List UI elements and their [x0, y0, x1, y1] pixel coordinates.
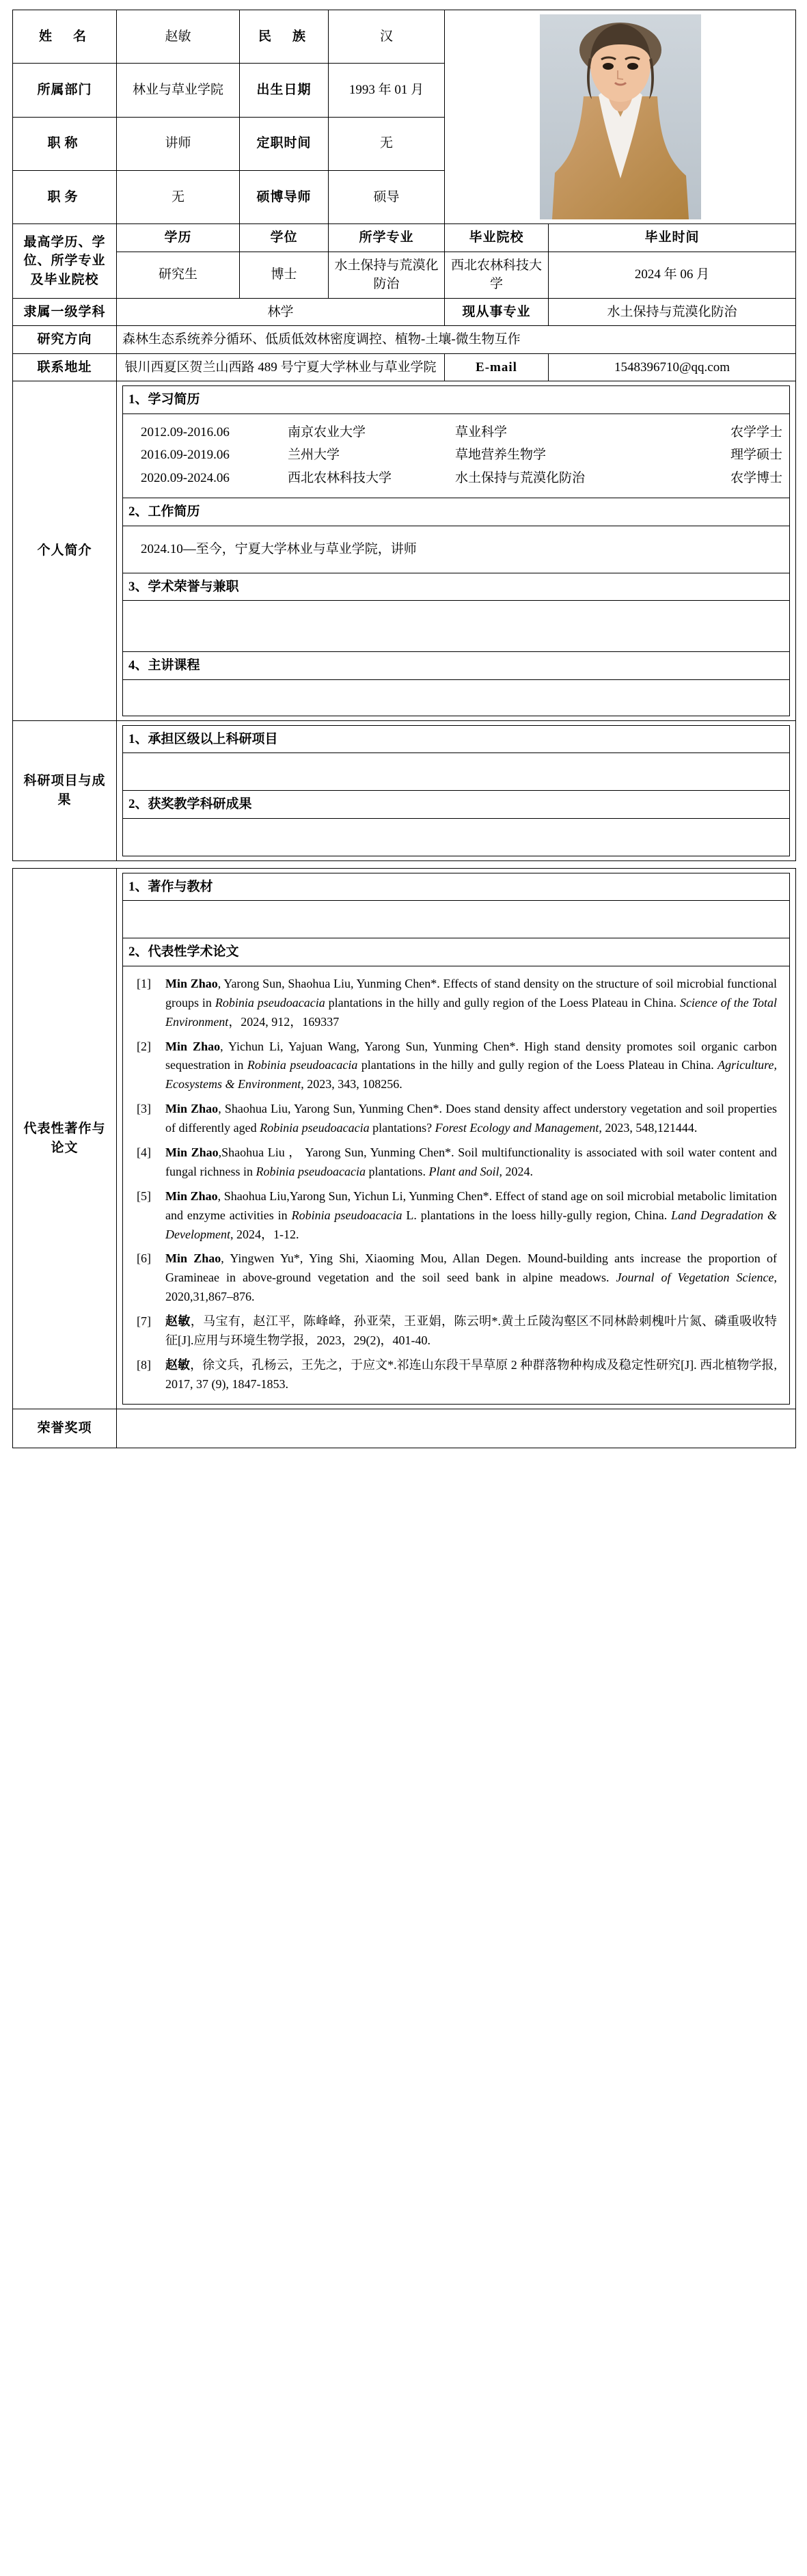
- label-tenure: 定职时间: [240, 117, 329, 170]
- study-major: 草业科学: [455, 424, 508, 439]
- label-degree: 学位: [240, 224, 329, 252]
- label-research-projects: 科研项目与成果: [13, 720, 117, 860]
- profile-honors-blank: [123, 601, 790, 652]
- profile-honors-title: 3、学术荣誉与兼职: [123, 573, 790, 601]
- label-grad-time: 毕业时间: [549, 224, 796, 252]
- value-research-direction: 森林生态系统养分循环、低质低效林密度调控、植物-土壤-微生物互作: [117, 326, 796, 354]
- label-research-direction: 研究方向: [13, 326, 117, 354]
- page-break-gap: [12, 861, 795, 868]
- value-address: 银川西夏区贺兰山西路 489 号宁夏大学林业与草业学院: [117, 353, 445, 381]
- publication-citation: Min Zhao, Yingwen Yu*, Ying Shi, Xiaoming Mou, Allan Degen. Mound-building ants increase the proportion of Gramineae in above-ground vegetation and the soil seed bank in alpine meadows. Journal of Vegetation Science, 2020,31,867–876.: [165, 1251, 777, 1304]
- projects-header: [123, 725, 790, 753]
- publication-item: [127, 1097, 785, 1141]
- value-major: 水土保持与荒漠化防治: [329, 252, 445, 298]
- value-degree: 博士: [240, 252, 329, 298]
- profile-honors-empty: [123, 601, 790, 652]
- profile-work-rows: [123, 526, 790, 573]
- publication-index: [2]: [137, 1039, 151, 1053]
- projects-inner-table: [122, 725, 790, 856]
- study-degree: 农学博士: [730, 470, 783, 485]
- value-ethnicity: 汉: [329, 10, 445, 64]
- awards-blank: [123, 818, 790, 856]
- publication-item: [127, 1247, 785, 1310]
- value-degree-level: 研究生: [117, 252, 240, 298]
- value-title: 讲师: [117, 117, 240, 170]
- value-birth: 1993 年 01 月: [329, 64, 445, 117]
- publication-index: [4]: [137, 1145, 151, 1159]
- study-school: 兰州大学: [288, 448, 340, 463]
- projects-empty: [123, 753, 790, 791]
- profile-study-header: [123, 386, 790, 414]
- label-publications: 代表性著作与论文: [13, 868, 117, 1409]
- papers-title: 2、代表性学术论文: [123, 938, 790, 966]
- publication-index: [8]: [137, 1357, 151, 1372]
- row-research-direction: [13, 326, 796, 354]
- publication-citation: Min Zhao,Shaohua Liu ， Yarong Sun, Yunming Chen*. Soil multifunctionality is associated with soil water content and fungal richness in Robinia pseudoacacia plantations. Plant and Soil, 2024.: [165, 1145, 777, 1178]
- study-degree: 理学硕士: [730, 448, 783, 463]
- value-tenure: 无: [329, 117, 445, 170]
- study-date: 2020.09-2024.06: [141, 470, 230, 485]
- papers-header: [123, 938, 790, 966]
- label-name: 姓 名: [13, 10, 117, 64]
- publication-item: [127, 1184, 785, 1247]
- projects-blank: [123, 753, 790, 791]
- profile-work-header: [123, 498, 790, 526]
- portrait-photo: [540, 14, 701, 219]
- study-major: 水土保持与荒漠化防治: [455, 470, 586, 485]
- study-school: 西北农林科技大学: [288, 470, 392, 485]
- personal-profile-content: [117, 381, 796, 720]
- label-education-block: 最高学历、学位、所学专业及毕业院校: [13, 224, 117, 299]
- cv-table-main: [12, 10, 796, 861]
- publication-index: [5]: [137, 1189, 151, 1203]
- label-degree-level: 学历: [117, 224, 240, 252]
- publication-citation: Min Zhao, Yarong Sun, Shaohua Liu, Yunming Chen*. Effects of stand density on the structure of soil microbial functional groups in Robinia pseudoacacia plantations in the hilly and gully region of the Loess Plateau in China. Science of the Total Environment，2024, 912，169337: [165, 976, 777, 1029]
- profile-honors-header: [123, 573, 790, 601]
- publication-citation: Min Zhao, Shaohua Liu, Yarong Sun, Yunming Chen*. Does stand density affect understory vegetation and soil properties of differently aged Robinia pseudoacacia plantations? Forest Ecology and Management, 2023, 548,121444.: [165, 1102, 777, 1135]
- awards-header: [123, 791, 790, 819]
- row-name: [13, 10, 796, 64]
- profile-inner-table: [122, 385, 790, 716]
- publication-index: [7]: [137, 1314, 151, 1329]
- publication-index: [1]: [137, 976, 151, 990]
- publications-inner-table: [122, 873, 790, 1405]
- cv-table-publications: [12, 868, 796, 1448]
- profile-study-title: 1、学习简历: [123, 386, 790, 414]
- label-current-field: 现从事专业: [445, 298, 549, 326]
- label-title: 职称: [13, 117, 117, 170]
- publication-item: [127, 1141, 785, 1184]
- label-duty: 职务: [13, 170, 117, 223]
- value-current-field: 水土保持与荒漠化防治: [549, 298, 796, 326]
- label-address: 联系地址: [13, 353, 117, 381]
- label-major: 所学专业: [329, 224, 445, 252]
- publication-item: [127, 1353, 785, 1397]
- value-discipline: 林学: [117, 298, 445, 326]
- label-ethnicity: 民 族: [240, 10, 329, 64]
- profile-courses-header: [123, 652, 790, 680]
- profile-courses-blank: [123, 679, 790, 716]
- label-discipline: 隶属一级学科: [13, 298, 117, 326]
- study-major: 草地营养生物学: [455, 448, 547, 463]
- row-research-projects: [13, 720, 796, 860]
- label-school: 毕业院校: [445, 224, 549, 252]
- books-empty: [123, 901, 790, 938]
- publication-citation: 赵敏，马宝有，赵江平，陈峰峰，孙亚荣，王亚娟，陈云明*.黄土丘陵沟壑区不同林龄刺槐叶片氮、磷重吸收特征[J].应用与环境生物学报，2023，29(2)，401-40.: [165, 1314, 778, 1347]
- row-personal-profile: [13, 381, 796, 720]
- publication-item: [127, 972, 785, 1035]
- publication-index: [6]: [137, 1251, 151, 1266]
- row-education-header: [13, 224, 796, 252]
- profile-study-rows: [123, 413, 790, 498]
- study-row: [123, 467, 789, 490]
- row-publications: [13, 868, 796, 1409]
- publication-citation: Min Zhao, Shaohua Liu,Yarong Sun, Yichun Li, Yunming Chen*. Effect of stand age on soil microbial metabolic limitation and enzyme activities in Robinia pseudoacacia L. plantations in the loess hilly-gully region, China. Land Degradation & Development, 2024，1-12.: [165, 1189, 778, 1241]
- awards-empty: [123, 818, 790, 856]
- study-date: 2012.09-2016.06: [141, 424, 230, 439]
- books-blank: [123, 901, 790, 938]
- label-birth: 出生日期: [240, 64, 329, 117]
- publication-citation: Min Zhao, Yichun Li, Yajuan Wang, Yarong Sun, Yunming Chen*. High stand density promotes soil organic carbon sequestration in Robinia pseudoacacia plantations in the hilly and gully region of the Loess Plateau in China. Agriculture, Ecosystems & Environment, 2023, 343, 108256.: [165, 1039, 777, 1092]
- value-duty: 无: [117, 170, 240, 223]
- publication-item: [127, 1310, 785, 1353]
- study-row: [123, 444, 789, 467]
- label-department: 所属部门: [13, 64, 117, 117]
- label-honors: 荣誉奖项: [13, 1409, 117, 1448]
- row-address: [13, 353, 796, 381]
- value-department: 林业与草业学院: [117, 64, 240, 117]
- awards-title: 2、获奖教学科研成果: [123, 791, 790, 819]
- papers-list-row: [123, 966, 790, 1404]
- study-row: [123, 421, 789, 444]
- books-title: 1、著作与教材: [123, 873, 790, 901]
- research-projects-content: [117, 720, 796, 860]
- row-discipline: [13, 298, 796, 326]
- profile-work-title: 2、工作简历: [123, 498, 790, 526]
- study-school: 南京农业大学: [288, 424, 366, 439]
- publication-item: [127, 1035, 785, 1098]
- label-supervisor: 硕博导师: [240, 170, 329, 223]
- publication-list: [127, 972, 785, 1397]
- photo-cell: [445, 10, 796, 224]
- projects-title: 1、承担区级以上科研项目: [123, 725, 790, 753]
- publications-content: [117, 868, 796, 1409]
- value-school: 西北农林科技大学: [445, 252, 549, 298]
- books-header: [123, 873, 790, 901]
- work-row: 2024.10—至今，宁夏大学林业与草业学院，讲师: [141, 542, 417, 557]
- value-grad-time: 2024 年 06 月: [549, 252, 796, 298]
- study-date: 2016.09-2019.06: [141, 448, 230, 463]
- row-honors: [13, 1409, 796, 1448]
- label-email: E-mail: [445, 353, 549, 381]
- value-email: 1548396710@qq.com: [549, 353, 796, 381]
- study-degree: 农学学士: [730, 424, 783, 439]
- value-supervisor: 硕导: [329, 170, 445, 223]
- value-name: 赵敏: [117, 10, 240, 64]
- label-personal-profile: 个人简介: [13, 381, 117, 720]
- publication-index: [3]: [137, 1102, 151, 1116]
- profile-courses-title: 4、主讲课程: [123, 652, 790, 680]
- row-education-values: [13, 252, 796, 298]
- publication-citation: 赵敏，徐文兵，孔杨云，王先之，于应文*.祁连山东段干旱草原 2 种群落物种构成及稳定性研究[J]. 西北植物学报, 2017, 37 (9), 1847-1853.: [165, 1357, 777, 1391]
- profile-courses-empty: [123, 679, 790, 716]
- value-honors: [117, 1409, 796, 1448]
